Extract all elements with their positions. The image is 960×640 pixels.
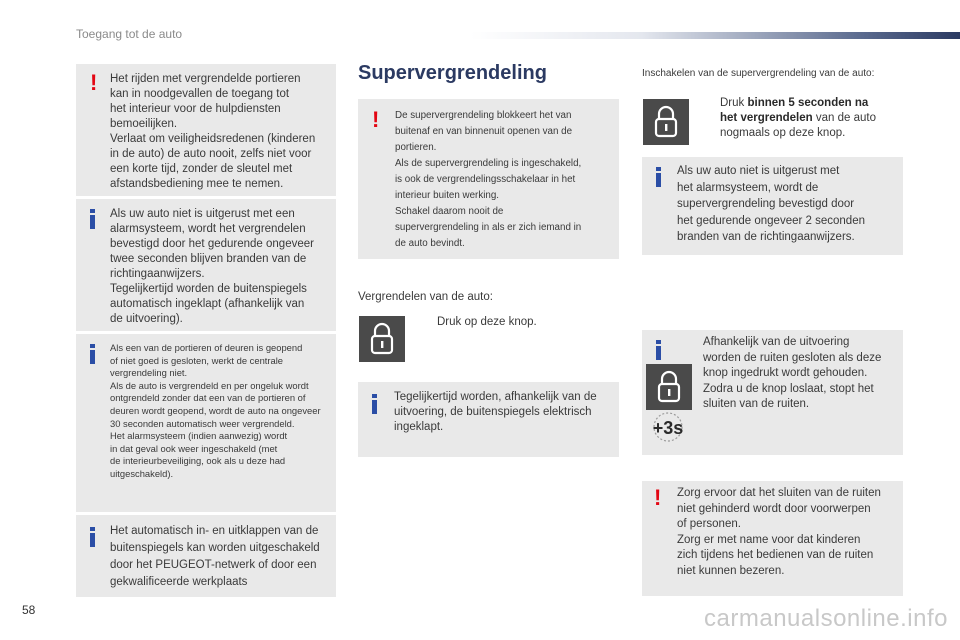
warning-text-windows: Zorg ervoor dat het sluiten van de ruiten niet gehinderd wordt door voorwerpen of personen. Zorg er met name voor dat kinderen zich tijdens het bedienen van de ruiten niet kunnen bezeren. xyxy=(677,487,881,577)
warning-text-locked-doors: Het rijden met vergrendelde portieren kan in noodgevallen de toegang tot het interieur voor de hulpdiensten bemoeilijken. Verlaat om veiligheidsredenen (kinderen in de auto) de auto nooit, zelfs niet voor een korte tijd, zonder de sleutel met afstandsbediening mee te nemen. xyxy=(110,73,316,190)
info-text-central-locking: Als een van de portieren of deuren is geopend of niet goed is gesloten, werkt de centrale vergrendeling niet. Als de auto is vergrendeld en per ongeluk wordt ontgrendeld zonder dat een van de portieren of deuren wordt geopend, wordt de auto na ongeveer 30 seconden automatisch weer vergrendeld. Het alarmsysteem (indien aanwezig) wordt in dat geval ook weer ingeschakeld (met de interieurbeveiliging, ook als u deze had uitgeschakeld). xyxy=(110,342,321,479)
warning-box-supervergrendeling xyxy=(358,99,619,259)
info-icon xyxy=(656,167,661,185)
info-text-windows: Afhankelijk van de uitvoering worden de ruiten gesloten als deze knop ingedrukt wordt gehouden. Zodra u de knop loslaat, stopt het sluiten van de ruiten. xyxy=(703,336,882,410)
step-suffix: van de auto nogmaals op deze knop. xyxy=(720,112,876,139)
lock-button-icon xyxy=(646,364,692,410)
warning-text-supervergrendeling: De supervergrendeling blokkeert het van buitenaf en van binnenuit openen van de portieren. Als de supervergrendeling is ingeschakeld, is ook de vergrendelingsschakelaar in het interieur buiten werking. Schakel daarom nooit de supervergrendeling in als er zich iemand in de auto bevindt. xyxy=(395,110,582,249)
warning-box-windows xyxy=(642,481,903,596)
warning-icon: ! xyxy=(90,70,98,95)
info-icon xyxy=(90,344,95,362)
step-prefix: Druk xyxy=(720,97,748,109)
section-title: Supervergrendeling xyxy=(358,62,547,84)
warning-box-locked-doors xyxy=(76,64,336,196)
watermark: carmanualsonline.info xyxy=(704,605,948,632)
header-gradient-bar xyxy=(470,32,960,39)
page-number: 58 xyxy=(22,603,36,617)
info-box-mirrors-fold xyxy=(358,382,619,457)
info-text-super-no-alarm: Als uw auto niet is uitgerust met het alarmsysteem, wordt de supervergrendeling bevestigd door het gedurende ongeveer 2 seconden branden van de richtingaanwijzers. xyxy=(677,165,865,243)
lock-button-icon xyxy=(643,99,689,145)
lock-button-icon xyxy=(359,316,405,362)
timer-icon xyxy=(647,410,689,444)
page-header-title: Toegang tot de auto xyxy=(76,27,183,41)
info-icon xyxy=(90,527,95,545)
info-icon xyxy=(90,209,95,227)
info-icon xyxy=(372,394,377,412)
lock-step-text: Druk op deze knop. xyxy=(437,316,537,328)
info-box-central-locking xyxy=(76,334,336,512)
lock-heading: Vergrendelen van de auto: xyxy=(358,291,493,303)
activation-heading: Inschakelen van de supervergrendeling van de auto: xyxy=(642,68,875,79)
info-box-mirrors xyxy=(76,515,336,597)
info-box-no-alarm xyxy=(76,199,336,331)
activation-step-text xyxy=(720,96,902,141)
info-text-mirrors: Het automatisch in- en uitklappen van de buitenspiegels kan worden uitgeschakeld door het PEUGEOT-netwerk of door een gekwalificeerde werkplaats xyxy=(110,525,320,588)
warning-icon: ! xyxy=(654,485,662,510)
warning-icon: ! xyxy=(372,107,380,132)
step-bold: binnen 5 seconden na het vergrendelen xyxy=(720,97,869,124)
info-icon xyxy=(656,340,661,358)
info-text-mirrors-fold: Tegelijkertijd worden, afhankelijk van de uitvoering, de buitenspiegels elektrisch ingeklapt. xyxy=(394,391,597,433)
info-box-super-no-alarm xyxy=(642,157,903,255)
timer-label: +3s xyxy=(652,418,684,438)
info-text-no-alarm: Als uw auto niet is uitgerust met een alarmsysteem, wordt het vergrendelen bevestigd door het gedurende ongeveer twee seconden blijven branden van de richtingaanwijzers. Tegelijkertijd worden de buitenspiegels automatisch ingeklapt (afhankelijk van de uitvoering). xyxy=(110,208,314,325)
